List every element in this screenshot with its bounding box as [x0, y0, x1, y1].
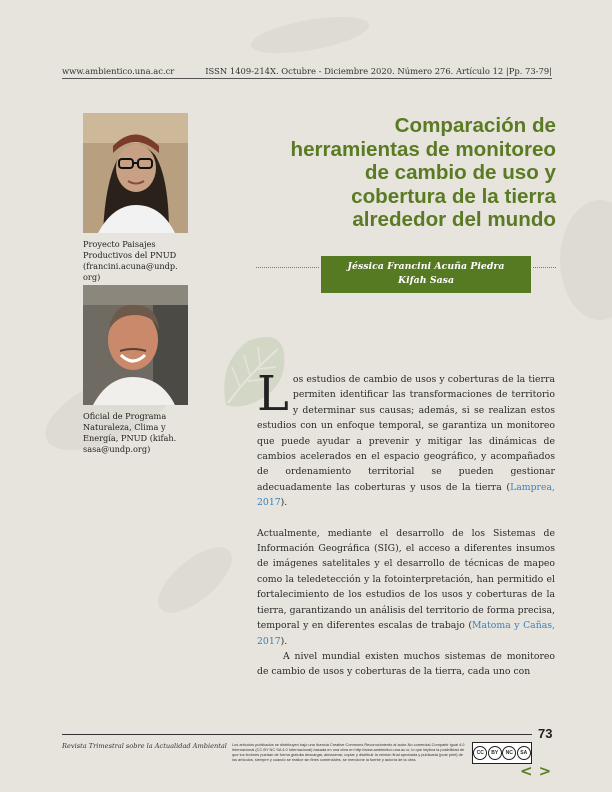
sa-icon: SA [517, 746, 531, 760]
paragraph-text: ). [280, 635, 288, 647]
paragraph-text: Actualmente, mediante el desarrollo de los Sistemas de Información Geográfica (SIG), el acceso a diferentes insumos de imágenes satelitales y el desarrollo de técnicas de mapeo como la teledetección y la fotointerpretación, han permitido el fortalecimiento de los estudios de los usos y coberturas de la tierra, garantizando un análisis del territorio de forma precisa, temporal y en diferentes escalas de trabajo ( [257, 527, 555, 632]
running-header [62, 66, 552, 79]
next-page-icon[interactable]: > [538, 762, 558, 780]
paragraph-text: ). [280, 497, 288, 509]
caption-line: org) [83, 272, 101, 282]
caption-line: Proyecto Paisajes [83, 239, 156, 249]
cc-icon: CC [473, 746, 487, 760]
paragraph-3: A nivel mundial existen muchos sistemas de monitoreo de cambio de usos y coberturas de la tierra, cada uno con [257, 650, 555, 678]
nc-icon: NC [502, 746, 516, 760]
title-line: Comparación de [394, 114, 556, 137]
decorative-dotted-line [256, 267, 319, 268]
caption-line: (francini.acuna@undp. [83, 261, 178, 271]
title-line: de cambio de uso y [364, 161, 556, 184]
cc-license-badge[interactable] [472, 742, 532, 764]
author-name: Jéssica Francini Acuña Piedra [347, 261, 505, 272]
citation-link[interactable]: Lamprea, 2017 [257, 481, 555, 509]
website-url[interactable]: www.ambientico.una.ac.cr [62, 66, 175, 76]
caption-line: Energía, PNUD (kifah. [83, 433, 177, 443]
caption-line: Oficial de Programa [83, 411, 167, 421]
article-title [240, 114, 556, 232]
page-number: 73 [538, 726, 553, 741]
author-band [321, 256, 531, 293]
paragraph-1 [257, 366, 555, 511]
author-photo-2 [83, 285, 188, 405]
paragraph-text: os estudios de cambio de usos y coberturas de la tierra permiten identificar las transformaciones de territorio y determinar sus causas; además, si se realizan estos estudios con un enfoque temporal, se garantiza un monitoreo que puede ayudar a prevenir y mitigar las dinámicas de cambios acelerados en el espacio geográfico, y acompañados de ordenamiento territorial se pueden gestionar adecuadamente las coberturas y usos de la tierra ( [257, 374, 555, 493]
citation-link[interactable]: Matoma y Cañas, 2017 [257, 620, 555, 647]
author-caption-1 [83, 239, 193, 283]
previous-page-icon[interactable]: < [520, 762, 539, 780]
paragraph-2 [257, 526, 555, 649]
author-name: Kifah Sasa [397, 275, 455, 286]
page-navigation [520, 762, 557, 780]
title-line: cobertura de la tierra [351, 184, 556, 208]
title-line: alrededor del mundo [352, 208, 556, 231]
caption-line: Productivos del PNUD [83, 250, 177, 260]
title-line: herramientas de monitoreo [290, 137, 556, 161]
decorative-dotted-line [533, 267, 556, 268]
by-icon: BY [488, 746, 502, 760]
license-text: Los artículos publicados se distribuyen bajo una licencia Creative Commons Reconocimiento al autor-No comercial-Compartir igual 4.0 Internacional (CC BY NC SA 4.0 Internacional) basada en una obra en http://www.ambientico.una.ac.cr, lo que implica la posibilidad de que los lectores puedan de forma gratuita descargar, almacenar, copiar y distribuir la versión final aprobada y publicada (post print) de los artículos, siempre y cuando se realice sin fines comerciales, se mencione la fuente y autoría de la obra. [232, 742, 465, 762]
issue-info: ISSN 1409-214X. Octubre - Diciembre 2020. Número 276. Artículo 12 |Pp. 73-79| [205, 66, 552, 76]
article-body [257, 366, 555, 680]
caption-line: sasa@undp.org) [83, 444, 151, 454]
author-photo-1 [83, 113, 188, 233]
author-caption-2 [83, 411, 193, 455]
caption-line: Naturaleza, Clima y [83, 422, 166, 432]
journal-name: Revista Trimestral sobre la Actualidad Ambiental [62, 742, 227, 750]
footer-rule [62, 734, 532, 735]
drop-cap: L [257, 366, 289, 422]
